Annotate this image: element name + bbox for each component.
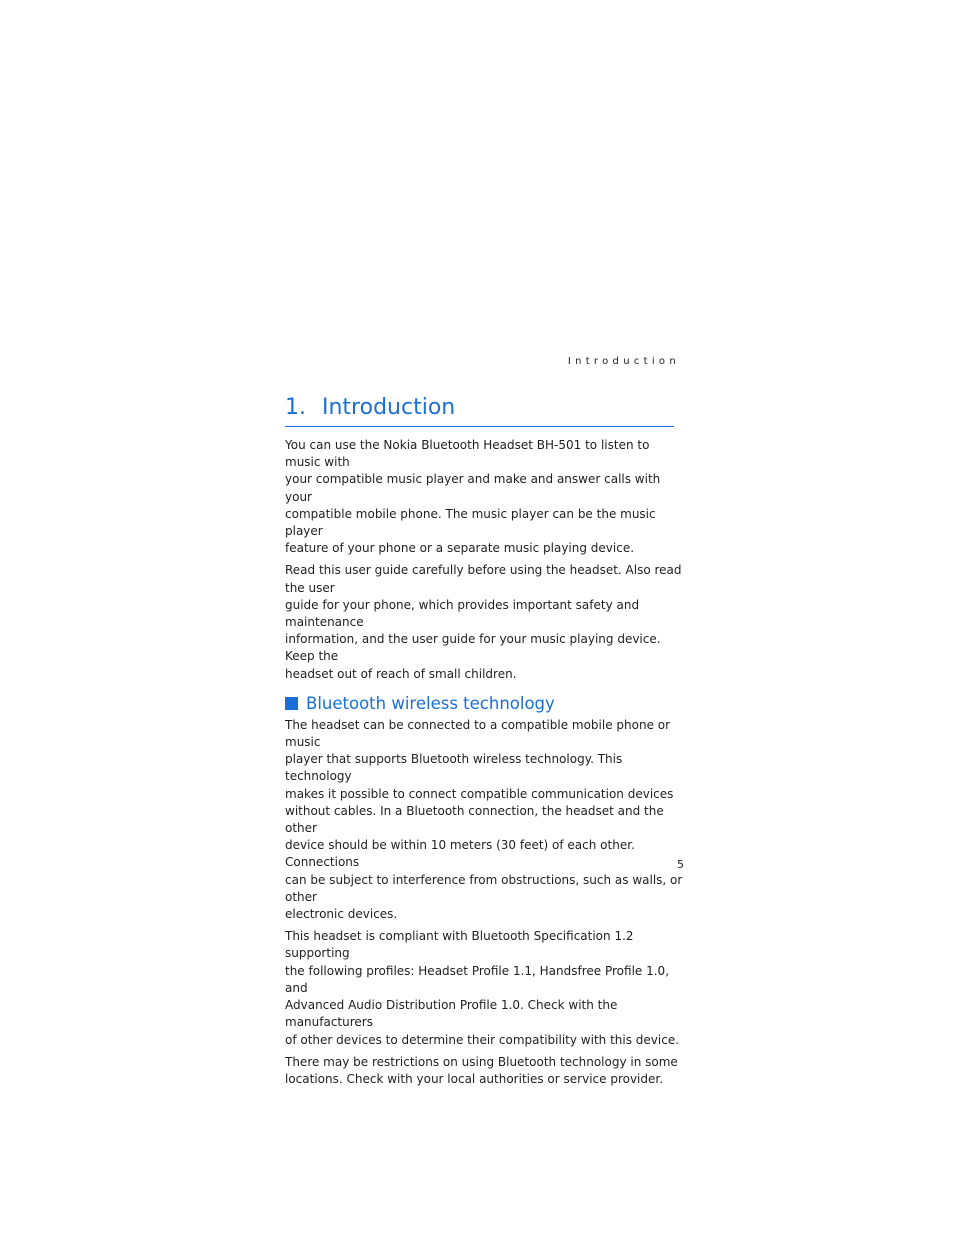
section-paragraph-2: This headset is compliant with Bluetooth Specification 1.2 supporting the following profiles: Headset Profile 1.1, Handsfree Profile 1.0, and Advanced Audio Distribution Profile 1.0. Check with the manufacturers of other devices to determine their compatibility with this device. <box>285 929 680 1047</box>
section-paragraph-3: There may be restrictions on using Bluetooth technology in some locations. Check with your local authorities or service provider. <box>285 1054 678 1086</box>
chapter-title: Introduction <box>322 394 456 420</box>
section-title: Bluetooth wireless technology <box>306 693 555 713</box>
section-heading <box>285 693 685 715</box>
section-paragraph-1: The headset can be connected to a compatible mobile phone or music player that supports Bluetooth wireless technology. This technology makes it possible to connect compatible communication devices without cables. In a Bluetooth connection, the headset and the other device should be within 10 meters (30 feet) of each other. Connections can be subject to interference from obstructions, such as walls, or other electronic devices. <box>285 717 683 922</box>
intro-paragraph-2: Read this user guide carefully before using the headset. Also read the user guide for your phone, which provides important safety and maintenance information, and the user guide for your music playing device. Keep the headset out of reach of small children. <box>285 563 682 681</box>
body-content <box>285 437 685 1093</box>
chapter-number: 1. <box>285 394 306 420</box>
page-number: 5 <box>677 858 684 871</box>
square-bullet-icon <box>285 697 298 710</box>
intro-paragraph-1: You can use the Nokia Bluetooth Headset BH-501 to listen to music with your compatible music player and make and answer calls with your compatible mobile phone. The music player can be the music player feature of your phone or a separate music playing device. <box>285 438 661 556</box>
running-header: Introduction <box>567 356 680 367</box>
chapter-heading <box>285 393 674 427</box>
